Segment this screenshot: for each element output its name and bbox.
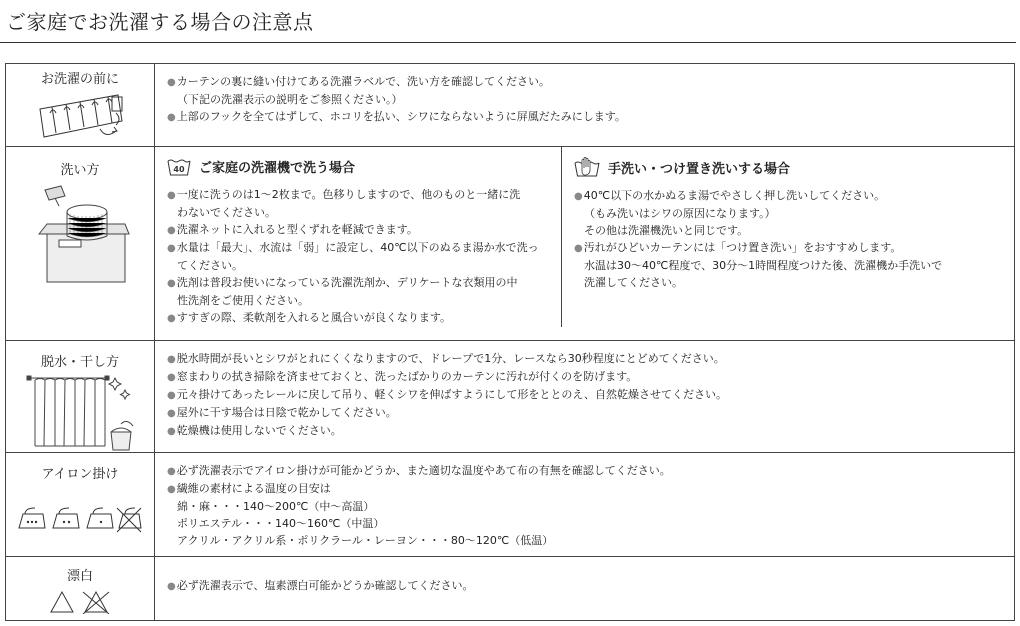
label-cell-wash [6,147,155,341]
label-cell-dry [6,341,155,453]
care-table [5,63,1015,621]
label-bleach: 漂白 [66,569,93,584]
label-cell-iron [6,453,155,557]
hand-line-1: ● 40℃以下の水かぬるま湯でやさしく押し洗いしてください。 [574,187,1006,205]
machine-wash-column [155,147,561,327]
before-line-3: ● 上部のフックを全てはずして、ホコリを払い、シワにならないように屏風だたみにします。 [167,108,1014,126]
hand-wash-heading: 手洗い・つけ置き洗いする場合 [608,161,791,177]
dry-line-4: ● 屋外に干す場合は日陰で乾かしてください。 [167,404,1014,422]
machine-wash-heading: ご家庭の洗濯機で洗う場合 [199,161,356,176]
bleach-line-1: ● 必ず洗濯表示で、塩素漂白可能かどうか確認してください。 [167,577,1014,595]
hand-line-5: 水温は30～40℃程度で、30分～1時間程度つけた後、洗濯機か手洗いで [584,259,943,272]
iron-line-2: ● 繊維の素材による温度の目安は [167,480,1014,498]
label-dry: 脱水・干し方 [40,355,119,370]
hand-wash-column [561,147,1014,327]
machine-line-4: ● 水量は「最大」、水流は「弱」に設定し、40℃以下のぬるま湯か水で洗っ [167,239,553,257]
bleach-symbols-icon [49,588,111,614]
machine-line-6: ● 洗剤は普段お使いになっている洗濯洗剤か、デリケートな衣類用の中 [167,274,553,292]
washing-machine-icon [25,184,135,284]
title-divider [0,42,1016,43]
content-cell-wash [155,147,1015,341]
label-before: お洗濯の前に [40,72,119,87]
machine-line-5: てください。 [177,259,243,272]
content-cell-dry [155,341,1015,453]
dry-line-5: ● 乾燥機は使用しないでください。 [167,422,1014,440]
content-cell-bleach [155,557,1015,621]
machine-line-7: 性洗剤をご使用ください。 [177,294,309,307]
dry-line-1: ● 脱水時間が長いとシワがとれにくくなりますので、ドレープで1分、レースなら30秒程度にとどめてください。 [167,350,1014,368]
iron-line-5: アクリル・アクリル系・ポリクラール・レーヨン・・・80～120℃（低温） [177,534,554,547]
content-cell-before [155,64,1015,147]
row-ironing [6,453,1015,557]
row-before-washing [6,64,1015,147]
hand-line-3: その他は洗濯機洗いと同じです。 [584,224,749,237]
content-cell-iron [155,453,1015,557]
before-line-1: ● カーテンの裏に縫い付けてある洗濯ラベルで、洗い方を確認してください。 [167,73,1014,91]
machine-line-8: ● すすぎの際、柔軟剤を入れると風合いが良くなります。 [167,309,553,327]
svg-text:40: 40 [173,164,185,174]
iron-line-1: ● 必ず洗濯表示でアイロン掛けが可能かどうか、また適切な温度やあて布の有無を確認してください。 [167,462,1014,480]
label-cell-bleach [6,557,155,621]
iron-line-4: ポリエステル・・・140～160℃（中温） [177,517,385,530]
page-title: ご家庭でお洗濯する場合の注意点 [6,10,314,34]
row-washing [6,147,1015,341]
machine-line-3: ● 洗濯ネットに入れると型くずれを軽減できます。 [167,221,553,239]
label-wash: 洗い方 [60,163,100,178]
dry-line-2: ● 窓まわりの拭き掃除を済ませておくと、洗ったばかりのカーテンに汚れが付くのを防げます。 [167,368,1014,386]
row-bleach [6,557,1015,621]
machine-line-2: わないでください。 [177,206,276,219]
hand-line-4: ● 汚れがひどいカーテンには「つけ置き洗い」をおすすめします。 [574,239,1006,257]
hand-line-2: （もみ洗いはシワの原因になります。） [584,207,776,220]
hand-wash-icon [574,157,600,177]
dry-line-3: ● 元々掛けてあったレールに戻して吊り、軽くシワを伸ばすようにして形をととのえ、自然乾燥させてください。 [167,386,1014,404]
hanging-curtain-icon [25,372,135,452]
iron-line-3: 綿・麻・・・140～200℃（中～高温） [177,500,375,513]
iron-symbols-icon [17,504,143,534]
wash-tub-40-icon [167,158,191,176]
label-cell-before [6,64,155,147]
before-line-2: （下記の洗濯表示の説明をご参照ください。） [177,93,403,106]
machine-line-1: ● 一度に洗うのは1～2枚まで。色移りしますので、他のものと一緒に洗 [167,186,553,204]
hand-line-6: 洗濯してください。 [584,276,683,289]
curtain-hooks-icon [30,87,130,143]
label-iron: アイロン掛け [41,467,119,482]
row-drying [6,341,1015,453]
